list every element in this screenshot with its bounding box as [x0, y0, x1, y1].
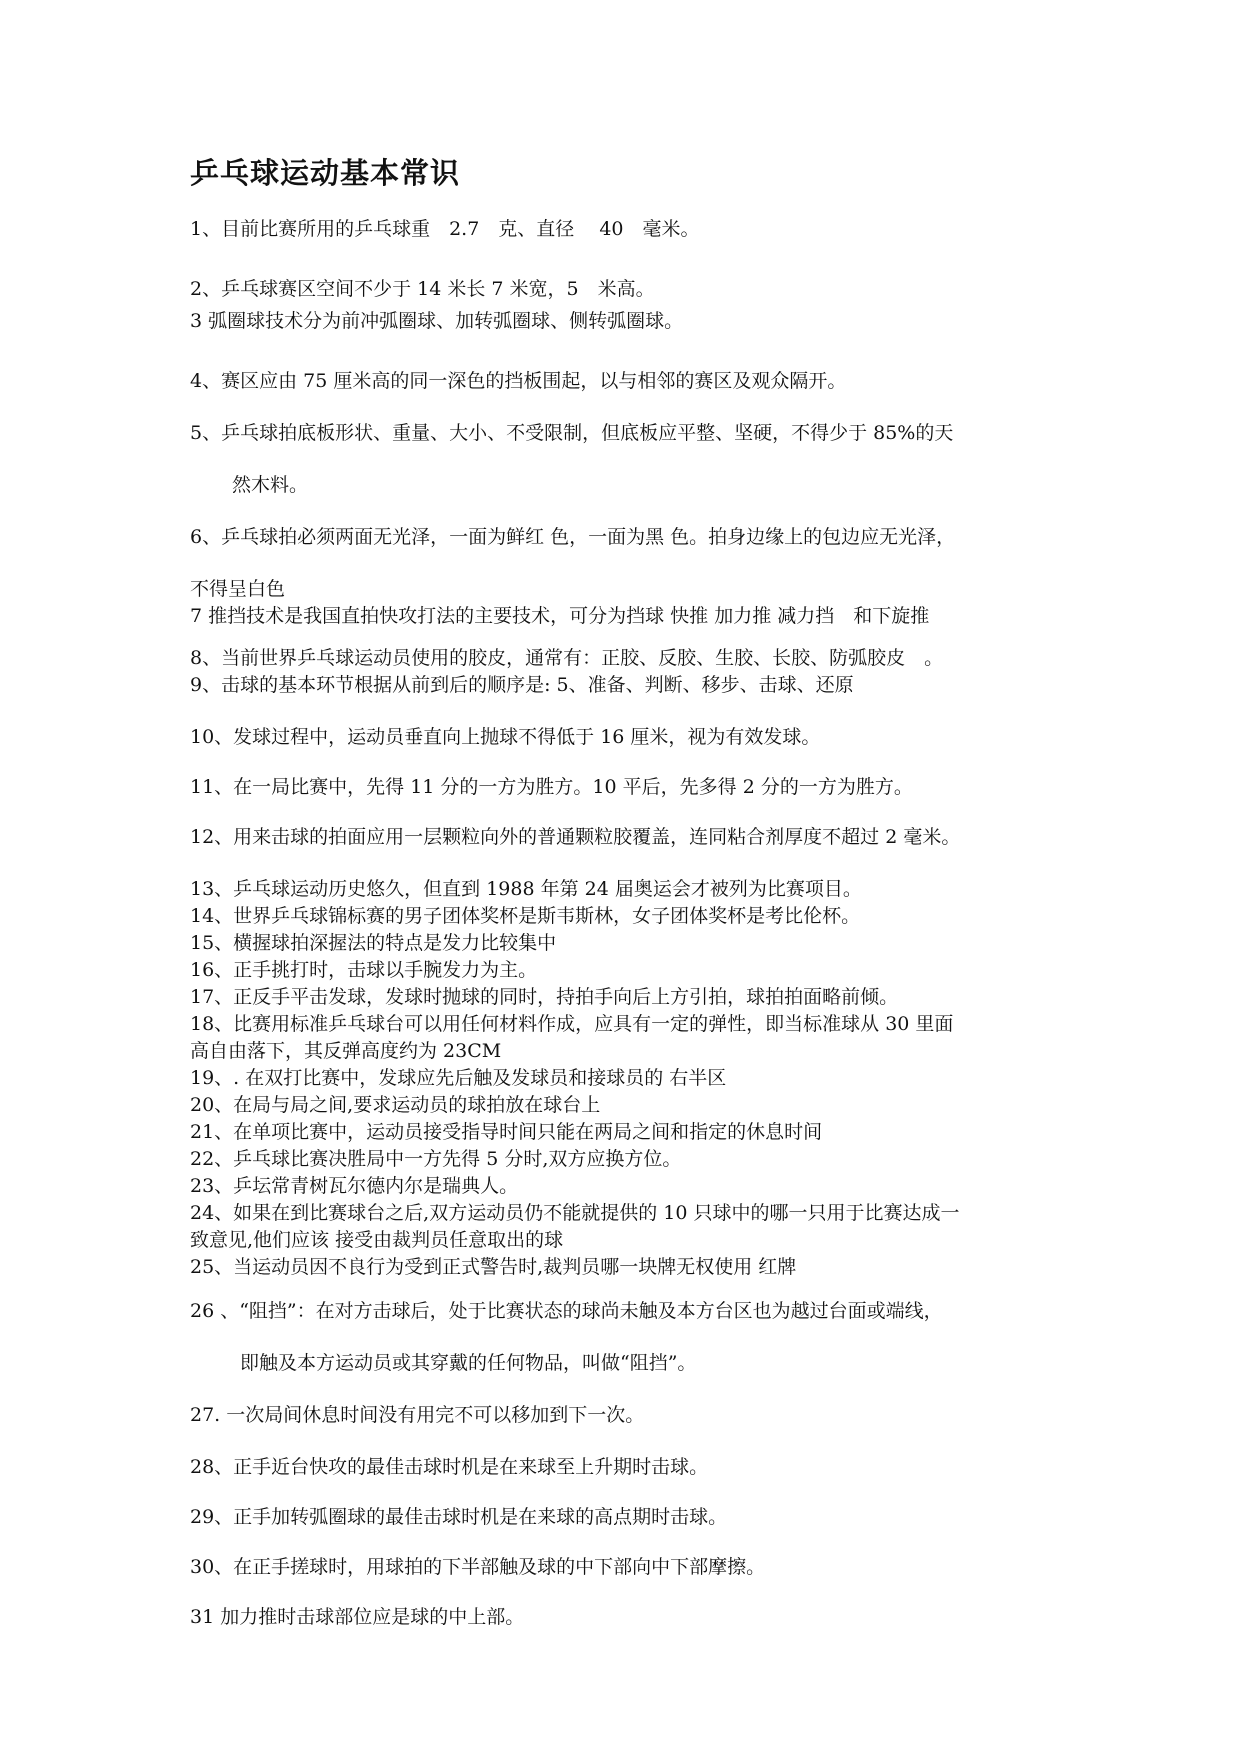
page-title: 乒乓球运动基本常识	[190, 156, 461, 190]
text-line: 18、比赛用标准乒乓球台可以用任何材料作成，应具有一定的弹性，即当标准球从 30 里面	[190, 1013, 954, 1035]
text-line: 28、正手近台快攻的最佳击球时机是在来球至上升期时击球。	[190, 1456, 709, 1478]
text-line: 5、乒乓球拍底板形状、重量、大小、不受限制，但底板应平整、坚硬，不得少于 85%的天	[190, 422, 954, 444]
text-line: 不得呈白色	[190, 578, 286, 600]
text-line: 31 加力推时击球部位应是球的中上部。	[190, 1606, 525, 1628]
text-line: 11、在一局比赛中，先得 11 分的一方为胜方。10 平后，先多得 2 分的一方为胜方。	[190, 776, 913, 798]
text-line: 7 推挡技术是我国直拍快攻打法的主要技术，可分为挡球 快推 加力推 减力挡 和下旋推	[190, 605, 930, 627]
text-line: 即触及本方运动员或其穿戴的任何物品，叫做“阻挡”。	[240, 1352, 697, 1374]
text-line: 2、乒乓球赛区空间不少于 14 米长 7 米宽，5 米高。	[190, 278, 655, 300]
text-line: 9、击球的基本环节根据从前到后的顺序是: 5、准备、判断、移步、击球、还原	[190, 674, 854, 696]
text-line: 12、用来击球的拍面应用一层颗粒向外的普通颗粒胶覆盖，连同粘合剂厚度不超过 2 毫米。	[190, 826, 961, 848]
text-line: 15、横握球拍深握法的特点是发力比较集中	[190, 932, 557, 954]
text-line: 然木料。	[232, 474, 309, 496]
text-line: 13、乒乓球运动历史悠久，但直到 1988 年第 24 届奥运会才被列为比赛项目。	[190, 878, 862, 900]
text-line: 20、在局与局之间,要求运动员的球拍放在球台上	[190, 1094, 601, 1116]
text-line: 21、在单项比赛中，运动员接受指导时间只能在两局之间和指定的休息时间	[190, 1121, 823, 1143]
text-line: 3 弧圈球技术分为前冲弧圈球、加转弧圈球、侧转弧圈球。	[190, 310, 684, 332]
text-line: 30、在正手搓球时，用球拍的下半部触及球的中下部向中下部摩擦。	[190, 1556, 766, 1578]
text-line: 23、乒坛常青树瓦尔德内尔是瑞典人。	[190, 1175, 519, 1197]
text-line: 致意见,他们应该 接受由裁判员任意取出的球	[190, 1229, 564, 1251]
text-line: 25、当运动员因不良行为受到正式警告时,裁判员哪一块牌无权使用 红牌	[190, 1256, 797, 1278]
text-line: 22、乒乓球比赛决胜局中一方先得 5 分时,双方应换方位。	[190, 1148, 682, 1170]
text-line: 27. 一次局间休息时间没有用完不可以移加到下一次。	[190, 1404, 645, 1426]
text-line: 24、如果在到比赛球台之后,双方运动员仍不能就提供的 10 只球中的哪一只用于比赛达成一	[190, 1202, 960, 1224]
text-line: 1、目前比赛所用的乒乓球重 2.7 克、直径 40 毫米。	[190, 218, 700, 240]
text-line: 29、正手加转弧圈球的最佳击球时机是在来球的高点期时击球。	[190, 1506, 728, 1528]
text-line: 14、世界乒乓球锦标赛的男子团体奖杯是斯韦斯林，女子团体奖杯是考比伦杯。	[190, 905, 861, 927]
text-line: 4、赛区应由 75 厘米高的同一深色的挡板围起，以与相邻的赛区及观众隔开。	[190, 370, 847, 392]
text-line: 高自由落下，其反弹高度约为 23CM	[190, 1040, 502, 1062]
text-line: 8、当前世界乒乓球运动员使用的胶皮，通常有：正胶、反胶、生胶、长胶、防弧胶皮 。	[190, 647, 944, 669]
text-line: 17、正反手平击发球，发球时抛球的同时，持拍手向后上方引拍，球拍拍面略前倾。	[190, 986, 899, 1008]
text-line: 6、乒乓球拍必须两面无光泽，一面为鲜红 色，一面为黑 色。拍身边缘上的包边应无光泽，	[190, 526, 956, 548]
text-line: 19、. 在双打比赛中，发球应先后触及发球员和接球员的 右半区	[190, 1067, 727, 1089]
text-line: 26 、“阻挡”：在对方击球后，处于比赛状态的球尚未触及本方台区也为越过台面或端线，	[190, 1300, 943, 1322]
text-line: 10、发球过程中，运动员垂直向上抛球不得低于 16 厘米，视为有效发球。	[190, 726, 821, 748]
text-line: 16、正手挑打时，击球以手腕发力为主。	[190, 959, 538, 981]
